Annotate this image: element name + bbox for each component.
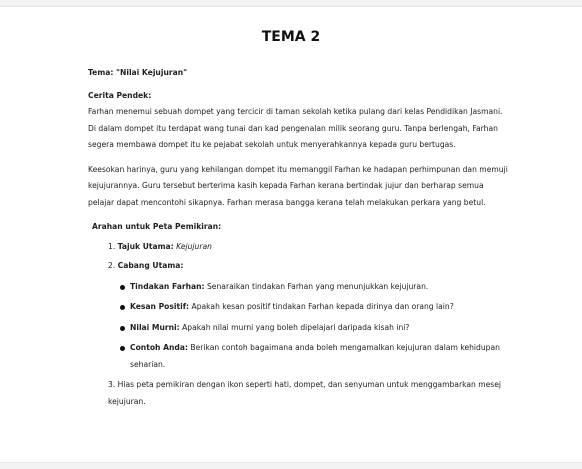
story-paragraph-1: Farhan menemui sebuah dompet yang tercicir di taman sekolah ketika pulang dari kelas Pendidikan Jasmani. Di dalam dompet itu terdapat wang tunai dan kad pengenalan milik seorang guru. Tanpa berlengah, Farhan segera membawa dompet itu ke pejabat sekolah untuk menyerahkannya kepada guru bertugas. xyxy=(88,107,503,149)
list-number: 2. xyxy=(108,261,116,270)
list-number: 1. xyxy=(108,241,116,251)
guide-label: Arahan untuk Peta Pemikiran: xyxy=(92,222,222,231)
bullet-label: Contoh Anda: xyxy=(130,343,188,352)
main-title-value: Kejujuran xyxy=(176,241,212,251)
story-label: Cerita Pendek: xyxy=(88,90,152,100)
bullet-item xyxy=(122,320,508,337)
bullet-label: Tindakan Farhan: xyxy=(130,281,205,291)
theme-label: Tema: "Nilai Kejujuran" xyxy=(88,68,188,77)
bullet-text: Berikan contoh bagaimana anda boleh mengamalkan kejujuran dalam kehidupan seharian. xyxy=(130,343,500,369)
main-branch-label: Cabang Utama: xyxy=(117,261,184,270)
bullet-text: Senaraikan tindakan Farhan yang menunjukkan kejujuran. xyxy=(206,281,429,291)
branch-bullet-list xyxy=(108,279,508,374)
document-page xyxy=(0,6,582,463)
list-item xyxy=(108,239,508,256)
bullet-item xyxy=(122,279,508,296)
guide-list xyxy=(88,239,508,411)
bullet-item xyxy=(122,340,508,373)
story-paragraph-2: Keesokan harinya, guru yang kehilangan dompet itu memanggil Farhan ke hadapan perhimpunan dan memuji kejujurannya. Guru tersebut berterima kasih kepada Farhan kerana bertindak jujur dan berharap semua pelajar dapat mencontohi sikapnya. Farhan merasa bangga kerana telah melakukan perkara yang betul. xyxy=(88,164,508,207)
bullet-item xyxy=(122,299,508,316)
list-item xyxy=(108,258,508,373)
document-content xyxy=(88,65,508,413)
list-item xyxy=(108,377,508,410)
bullet-label: Nilai Murni: xyxy=(130,322,180,332)
list-number: 3. xyxy=(108,380,116,389)
bullet-text: Apakah kesan positif tindakan Farhan kepada dirinya dan orang lain? xyxy=(191,302,454,311)
main-title-label: Tajuk Utama: xyxy=(117,241,174,251)
bullet-label: Kesan Positif: xyxy=(130,302,190,311)
page-title: TEMA 2 xyxy=(261,29,321,45)
bullet-text: Apakah nilai murni yang boleh dipelajari daripada kisah ini? xyxy=(182,322,410,332)
list-text: Hias peta pemikiran dengan ikon seperti hati, dompet, dan senyuman untuk menggambarkan mesej kejujuran. xyxy=(108,380,502,406)
